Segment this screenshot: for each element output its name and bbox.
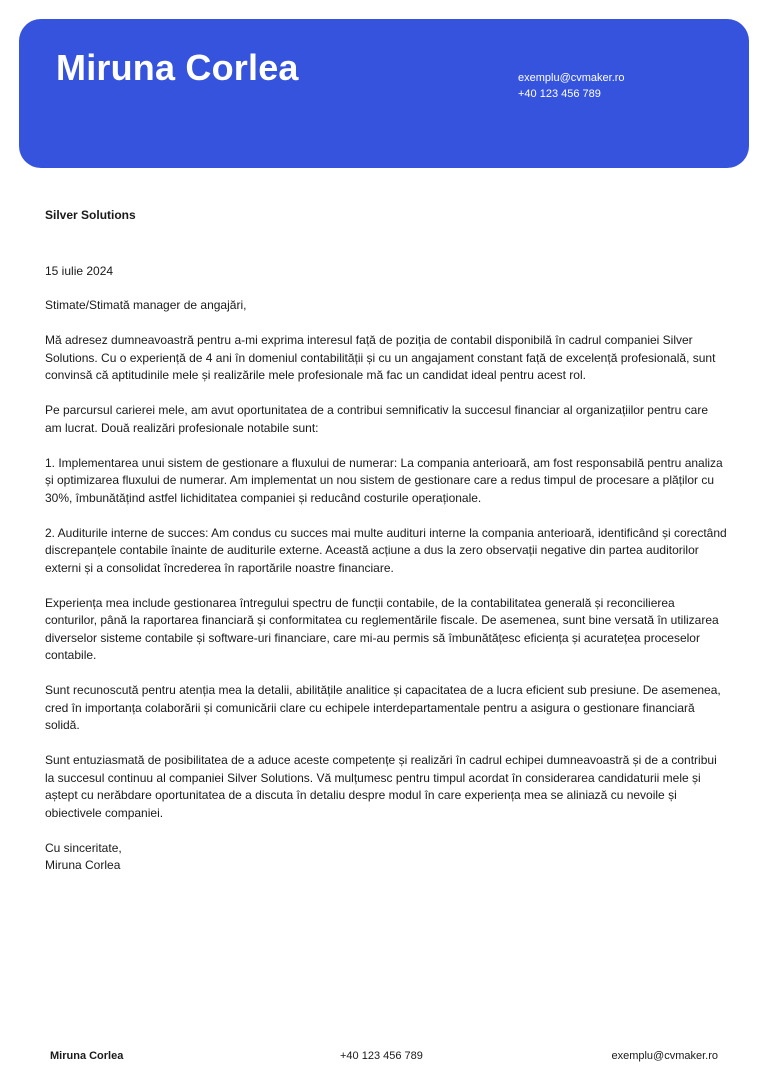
applicant-name: Miruna Corlea (56, 47, 299, 88)
closing-block (45, 840, 727, 875)
closing-phrase: Cu sinceritate, (45, 840, 122, 855)
paragraph-achievement-2: 2. Auditurile interne de succes: Am condus cu succes mai multe audituri interne la compania anterioară, identificând și corectând discrepanțele contabile înainte de auditurile externe. Această acțiune a dus la zero observații negative din partea auditorilor externi și a consolidat încrederea în raportările noastre financiare. (45, 525, 727, 575)
letter-body (45, 207, 727, 875)
paragraph-achievement-1: 1. Implementarea unui sistem de gestionare a fluxului de numerar: La compania anterioară, am fost responsabilă pentru analiza și optimizarea fluxului de numerar. Am implementat un nou sistem de gestionare care a redus timpul de procesare a plăților cu 30%, îmbunătățind astfel lichiditatea companiei și reducând costurile operaționale. (45, 455, 723, 505)
footer (0, 1048, 768, 1064)
paragraph-intro: Mă adresez dumneavoastră pentru a-mi exprima interesul față de poziția de contabil disponibilă în cadrul companiei Silver Solutions. Cu o experiență de 4 ani în domeniul contabilității și cu un angajament constant față de excelență profesională, sunt convinsă că aptitudinile mele și realizările mele profesionale mă fac un candidat ideal pentru acest rol. (45, 333, 716, 382)
signature-name: Miruna Corlea (45, 858, 121, 872)
paragraph-experience: Experiența mea include gestionarea întregului spectru de funcții contabile, de la contabilitatea generală și reconcilierea conturilor, până la raportarea financiară și conformitatea cu reglementările fiscale. De asemenea, sunt bine versată în utilizarea diverselor sisteme contabile și software-uri financiare, care mi-au permis să îmbunătățesc eficiența și acuratețea proceselor contabile. (45, 595, 719, 662)
header-contact (518, 70, 625, 102)
salutation: Stimate/Stimată manager de angajări, (45, 298, 247, 312)
footer-email[interactable]: exemplu@cvmaker.ro (611, 1050, 718, 1062)
header-email[interactable]: exemplu@cvmaker.ro (518, 72, 625, 84)
footer-name: Miruna Corlea (50, 1050, 124, 1062)
paragraph-conclusion: Sunt entuziasmată de posibilitatea de a aduce aceste competențe și realizări în cadrul echipei dumneavoastră și de a contribui la succesul continuu al companiei Silver Solutions. Vă mulțumesc pentru timpul acordat în considerarea candidaturii mele și aștept cu nerăbdare oportunitatea de a discuta în detaliu despre modul în care experiența mea se aliniază cu nevoile și obiectivele companiei. (45, 753, 717, 820)
paragraph-career: Pe parcursul carierei mele, am avut oportunitatea de a contribui semnificativ la succesul financiar al organizațiilor pentru care am lucrat. Două realizări profesionale notabile sunt: (45, 403, 708, 435)
header-banner (19, 19, 749, 168)
letter-date: 15 iulie 2024 (45, 263, 114, 278)
recipient-company: Silver Solutions (45, 208, 136, 222)
paragraph-skills: Sunt recunoscută pentru atenția mea la detalii, abilitățile analitice și capacitatea de a lucra eficient sub presiune. De asemenea, cred în importanța colaborării și comunicării clare cu echipele interdepartamentale pentru a asigura o gestionare financiară solidă. (45, 683, 721, 732)
header-phone[interactable]: +40 123 456 789 (518, 88, 601, 100)
footer-phone[interactable]: +40 123 456 789 (340, 1050, 423, 1062)
